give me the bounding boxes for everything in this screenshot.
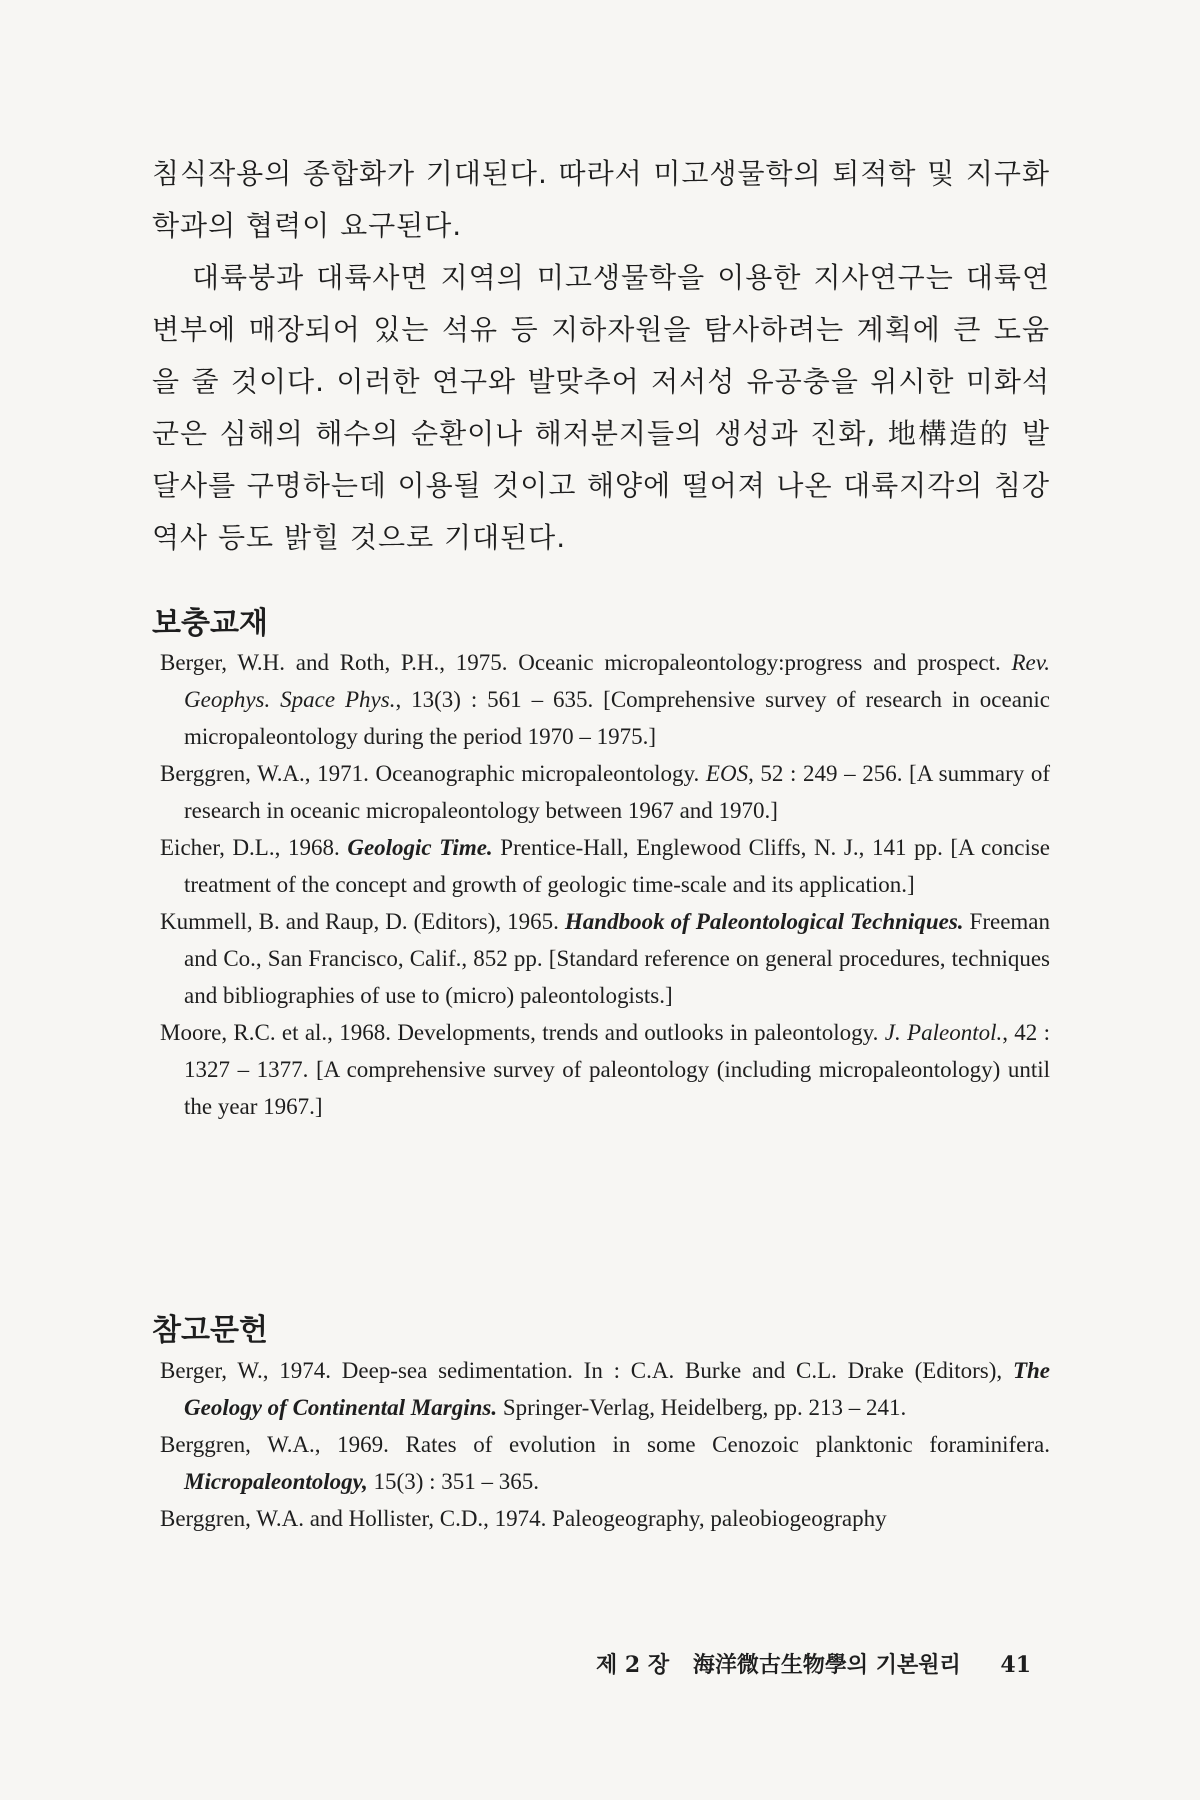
references-heading: 참고문헌 xyxy=(152,1313,268,1348)
body-paragraph: 대륙붕과 대륙사면 지역의 미고생물학을 이용한 지사연구는 대륙연변부에 매장되어 있는 석유 등 지하자원을 탐사하려는 계획에 큰 도움을 줄 것이다. 이러한 연구와 발맞추어 저서성 유공충을 위시한 미화석군은 심해의 해수의 순환이나 해저분지들의 생성과 진화, 地構造的 발달사를 구명하는데 이용될 것이고 해양에 떨어져 나온 대륙지각의 침강역사 등도 밝힐 것으로 기대된다. xyxy=(152,261,1050,554)
reference-item xyxy=(160,1352,1050,1426)
ref-journal: Geologic Time. xyxy=(347,835,493,860)
reference-item xyxy=(160,755,1050,829)
ref-details: , 52 : 249 – 256. [A summary of research in oceanic micropaleontology between 1967 and 1970.] xyxy=(184,761,1051,823)
ref-journal: Micropaleontology, xyxy=(184,1469,368,1494)
page-footer xyxy=(596,1648,1031,1679)
ref-details: Prentice-Hall, Englewood Cliffs, N. J., 141 pp. [A concise treatment of the concept and growth of geologic time-scale and its application.] xyxy=(184,835,1051,897)
reference-item xyxy=(160,1500,1050,1537)
page-number: 41 xyxy=(1000,1652,1032,1678)
ref-authors: Kummell, B. and Raup, D. (Editors), 1965. xyxy=(160,909,559,934)
ref-details: , 42 : 1327 – 1377. [A comprehensive survey of paleontology (including micropaleontology) until the year 1967.] xyxy=(184,1020,1051,1119)
ref-authors: Berggren, W.A. and Hollister, C.D., 1974. Paleogeography, paleobiogeography xyxy=(160,1506,887,1531)
reference-item xyxy=(160,644,1050,755)
ref-authors: Berger, W., 1974. Deep-sea sedimentation. In : C.A. Burke and C.L. Drake (Editors), xyxy=(160,1358,1003,1383)
reference-item xyxy=(160,1014,1050,1125)
ref-journal: Rev. Geophys. Space Phys. xyxy=(184,650,1051,712)
ref-journal: The Geology of Continental Margins. xyxy=(184,1358,1051,1420)
reference-item xyxy=(160,903,1050,1014)
supplementary-list xyxy=(160,644,1050,1125)
ref-authors: Berger, W.H. and Roth, P.H., 1975. Oceanic micropaleontology:progress and prospect. xyxy=(160,650,1001,675)
reference-item xyxy=(160,829,1050,903)
ref-details: 15(3) : 351 – 365. xyxy=(367,1469,539,1494)
ref-details: , 13(3) : 561 – 635. [Comprehensive survey of research in oceanic micropaleontology during the period 1970 – 1975.] xyxy=(184,687,1050,749)
body-text xyxy=(152,148,1050,564)
supplementary-heading: 보충교재 xyxy=(152,606,268,641)
ref-authors: Berggren, W.A., 1971. Oceanographic micropaleontology. xyxy=(160,761,700,786)
chapter-label: 제 2 장 xyxy=(596,1652,670,1678)
ref-authors: Moore, R.C. et al., 1968. Developments, trends and outlooks in paleontology. xyxy=(160,1020,879,1045)
chapter-title: 海洋微古生物學의 기본원리 xyxy=(692,1652,961,1678)
ref-authors: Berggren, W.A., 1969. Rates of evolution in some Cenozoic planktonic foraminifera. xyxy=(160,1432,1050,1457)
ref-journal: EOS xyxy=(705,761,749,786)
reference-item xyxy=(160,1426,1050,1500)
ref-journal: J. Paleontol. xyxy=(884,1020,1003,1045)
ref-journal: Handbook of Paleontological Techniques. xyxy=(564,909,964,934)
ref-authors: Eicher, D.L., 1968. xyxy=(160,835,340,860)
body-paragraph: 침식작용의 종합화가 기대된다. 따라서 미고생물학의 퇴적학 및 지구화학과의 협력이 요구된다. xyxy=(152,157,1050,242)
references-list xyxy=(160,1352,1050,1537)
ref-details: Springer-Verlag, Heidelberg, pp. 213 – 241. xyxy=(497,1395,907,1420)
ref-details: Freeman and Co., San Francisco, Calif., 852 pp. [Standard reference on general procedures, techniques and bibliographies of use to (micro) paleontologists.] xyxy=(184,909,1051,1008)
